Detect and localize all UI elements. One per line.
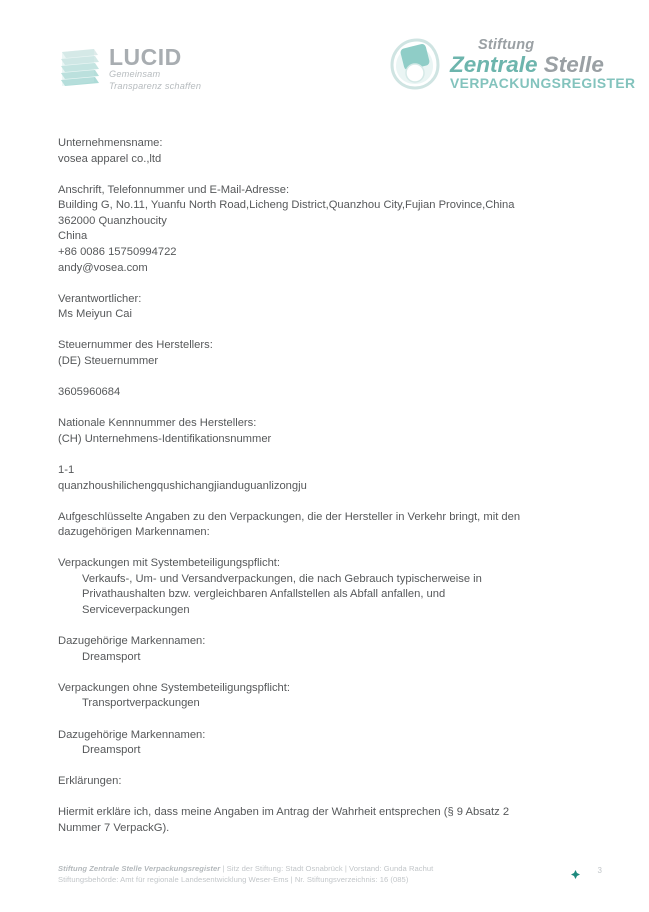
text-block-national-id-value <box>58 463 588 494</box>
text-line: Privathaushalten bzw. vergleichbaren Anfallstellen als Abfall anfallen, und <box>82 588 446 601</box>
text-block-packaging-intro <box>58 510 588 541</box>
text-line: Ms Meiyun Cai <box>58 308 132 321</box>
text-line: dazugehörigen Markennamen: <box>58 526 210 539</box>
text-line: Nationale Kennnummer des Herstellers: <box>58 417 257 430</box>
footer-line-1 <box>58 864 433 875</box>
zsvr-word-zentrale: Zentrale <box>450 52 538 77</box>
text-block-packaging-without-obligation <box>58 681 588 712</box>
footer-org-details: | Sitz der Stiftung: Stadt Osnabrück | Vorstand: Gunda Rachut <box>220 864 434 873</box>
page-number: 3 <box>597 866 602 875</box>
text-line: (CH) Unternehmens-Identifikationsnummer <box>58 432 272 445</box>
text-line: Erklärungen: <box>58 775 122 788</box>
zsvr-logo <box>388 36 636 92</box>
text-block-brand-names-1 <box>58 634 588 665</box>
text-line: Unternehmensname: <box>58 137 163 149</box>
text-line: Verpackungen ohne Systembeteiligungspflicht: <box>58 681 290 694</box>
text-line: 3605960684 <box>58 386 121 399</box>
zsvr-word-stelle: Stelle <box>543 52 604 77</box>
text-line: Steuernummer des Herstellers: <box>58 339 213 352</box>
text-block-national-id <box>58 416 588 447</box>
footer-line-2: Stiftungsbehörde: Amt für regionale Landesentwicklung Weser-Ems | Nr. Stiftungsverzeichnis: 16 (085) <box>58 874 409 884</box>
text-line: Aufgeschlüsselte Angaben zu den Verpackungen, die der Hersteller in Verkehr bringt, mit den <box>58 510 521 523</box>
lucid-logo <box>58 45 201 92</box>
lucid-layers-icon <box>58 46 102 92</box>
text-block-tax-number <box>58 338 588 369</box>
text-line: Anschrift, Telefonnummer und E-Mail-Adresse: <box>58 183 290 196</box>
text-line: Dreamsport <box>82 744 141 757</box>
text-line: Serviceverpackungen <box>82 604 190 617</box>
text-line: Building G, No.11, Yuanfu North Road,Licheng District,Quanzhou City,Fujian Province,China <box>58 199 515 212</box>
text-block-responsible-person <box>58 292 588 323</box>
zsvr-line-verpackungsregister: VERPACKUNGSREGISTER <box>450 76 636 91</box>
zsvr-line-zentrale-stelle <box>450 53 632 77</box>
footer-org-name: Stiftung Zentrale Stelle Verpackungsregister <box>58 864 221 873</box>
text-line: vosea apparel co.,ltd <box>58 152 162 165</box>
text-line: Dreamsport <box>82 650 141 663</box>
text-block-company-name <box>58 136 588 167</box>
lucid-wordmark: LUCID <box>109 44 182 70</box>
text-line: andy@vosea.com <box>58 261 148 274</box>
document-body <box>58 136 588 852</box>
page-footer <box>58 864 602 885</box>
lucid-wordmark-block <box>109 45 201 92</box>
page-header <box>0 0 649 118</box>
text-line: +86 0086 15750994722 <box>58 246 177 259</box>
text-line: quanzhoushilichengqushichangjianduguanlizongju <box>58 479 307 492</box>
footer-legal-text <box>58 864 433 885</box>
text-line: Nummer 7 VerpackG). <box>58 821 170 834</box>
text-line: Dazugehörige Markennamen: <box>58 728 206 741</box>
text-block-tax-number-value <box>58 385 588 401</box>
zsvr-line-stiftung: Stiftung <box>478 37 535 53</box>
text-line: Verpackungen mit Systembeteiligungspflicht: <box>58 557 281 570</box>
teal-diamond-icon <box>571 866 580 875</box>
text-line: China <box>58 230 88 243</box>
text-line: 1-1 <box>58 463 75 476</box>
text-block-brand-names-2 <box>58 728 588 759</box>
text-block-declarations-heading <box>58 774 588 790</box>
text-line: Verkaufs-, Um- und Versandverpackungen, die nach Gebrauch typischerweise in <box>82 572 482 585</box>
zsvr-wordmark-block <box>450 37 636 91</box>
lucid-tagline-line1: Gemeinsam <box>109 69 161 79</box>
footer-page-marker <box>571 864 602 875</box>
text-line: Hiermit erkläre ich, dass meine Angaben im Antrag der Wahrheit entsprechen (§ 9 Absatz 2 <box>58 806 510 819</box>
text-block-packaging-with-obligation <box>58 556 588 618</box>
zsvr-drop-icon <box>388 36 446 92</box>
text-block-address-contact <box>58 183 588 277</box>
text-block-declaration-text <box>58 805 588 836</box>
text-line: Dazugehörige Markennamen: <box>58 635 206 648</box>
lucid-tagline-line2: Transparenz schaffen <box>109 81 202 92</box>
text-line: Verantwortlicher: <box>58 292 142 305</box>
text-line: (DE) Steuernummer <box>58 355 159 368</box>
text-line: Transportverpackungen <box>82 697 200 710</box>
text-line: 362000 Quanzhoucity <box>58 214 167 227</box>
